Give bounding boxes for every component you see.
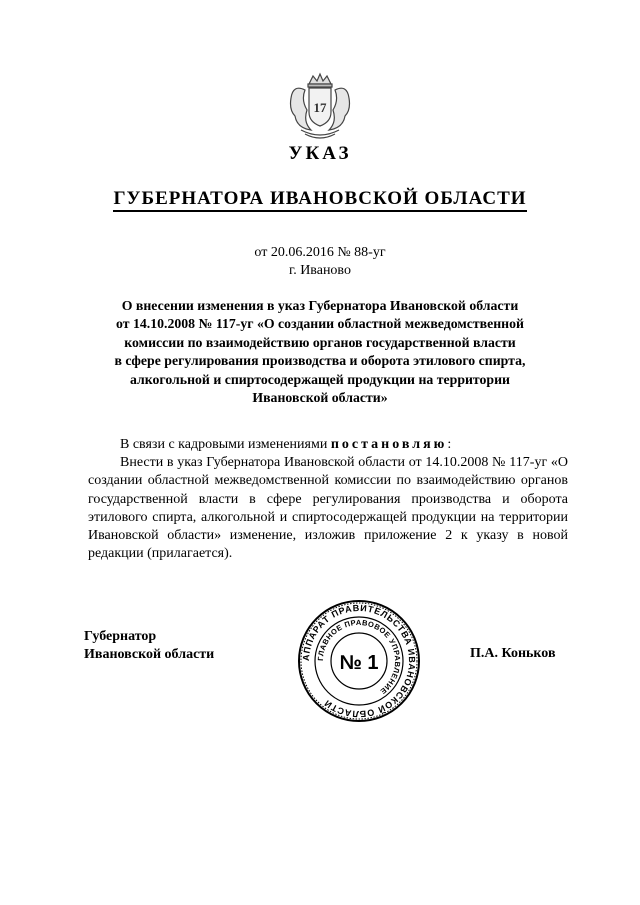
document-title: УКАЗ [288,143,352,164]
position-line: Губернатор [84,629,157,644]
official-stamp [296,598,422,724]
subject-line: О внесении изменения в указ Губернатора Ивановской области [121,298,519,313]
decree-word: постановляю [330,437,448,452]
decree-body [88,436,568,563]
date-number-line: от 20.06.2016 № 88-уг [254,245,386,260]
intro-paragraph [88,436,568,454]
subject-line: в сфере регулирования производства и оборота этилового спирта, [114,353,526,369]
subject-line: Ивановской области» [252,390,388,406]
main-paragraph: Внести в указ Губернатора Ивановской области от 14.10.2008 № 117-уг «О создании областной межведомственной комиссии по взаимодействию органов государственной власти в сфере регулирования производства и оборота этилового спирта, алкогольной и спиртосодержащей продукции на территории Ивановской области» изменение, изложив приложение 2 к указу в новой редакции (прилагается). [88,455,568,562]
intro-colon: : [447,437,452,452]
city-line: г. Иваново [289,263,351,278]
issuer-title-text: ГУБЕРНАТОРА ИВАНОВСКОЙ ОБЛАСТИ [113,188,526,212]
signatory-name: П.А. Коньков [470,646,556,661]
stamp-ring-path: АППАРАТ ПРАВИТЕЛЬСТВА ИВАНОВСКОЙ ОБЛАСТИ [300,602,418,720]
subject-heading [88,297,552,407]
issuer-title [0,188,640,210]
subject-line: от 14.10.2008 № 117-уг «О создании областной межведомственной [116,316,524,332]
ivanovo-coat-of-arms-icon [287,70,353,142]
position-line: Ивановской области [84,647,215,662]
subject-line: алкогольной и спиртосодержащей продукции на территории [129,371,511,387]
stamp-number: № 1 [339,652,379,674]
emblem-number: 17 [313,100,327,115]
stamp-inner-path: ГЛАВНОЕ ПРАВОВОЕ УПРАВЛЕНИЕ [315,617,403,697]
subject-line: комиссии по взаимодействию органов государственной власти [124,334,516,350]
signatory-position [84,628,214,664]
intro-text: В связи с кадровыми изменениями [120,437,328,452]
